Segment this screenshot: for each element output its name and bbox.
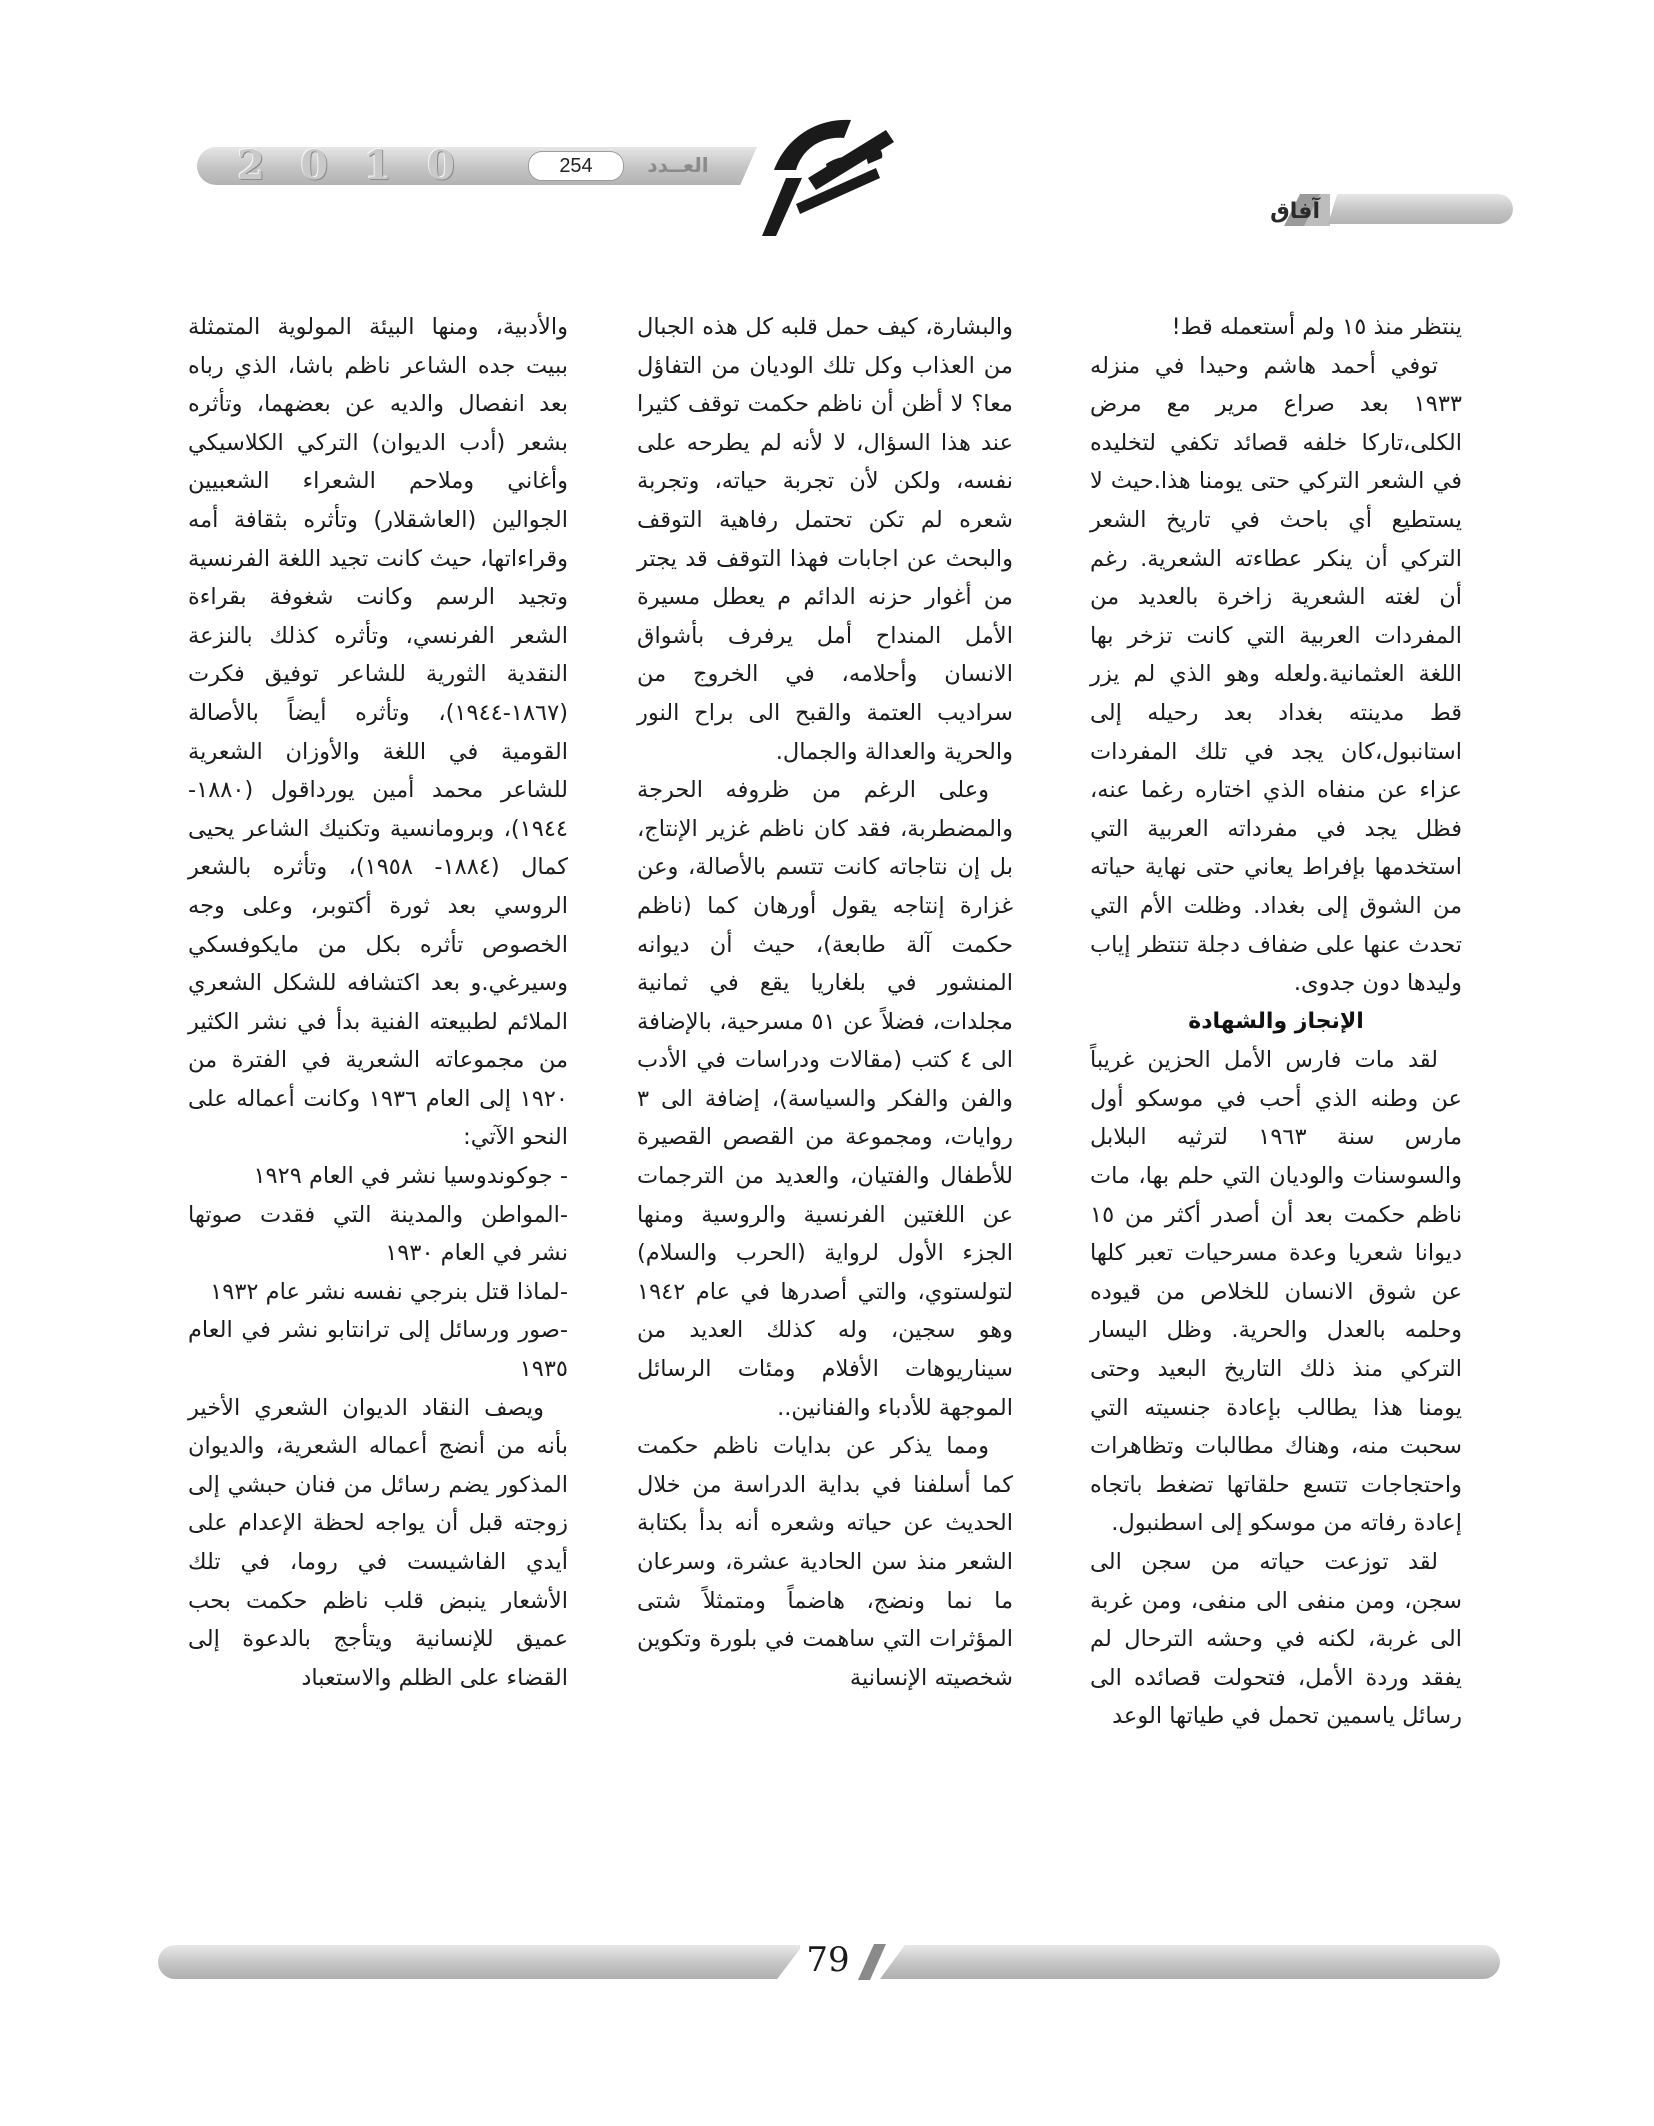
issue-label: العــدد xyxy=(647,153,709,177)
year-digit: 0 xyxy=(300,141,331,189)
paragraph: لقد توزعت حياته من سجن الى سجن، ومن منفى الى منفى، ومن غربة الى غربة، لكنه في وحشه الترحال لم يفقد وردة الأمل، فتحولت قصائده الى رسائل ياسمين تحمل في طياتها الوعد xyxy=(1090,1549,1462,1730)
text-column-middle xyxy=(637,308,1013,1697)
year-digit: 1 xyxy=(363,141,394,189)
footer-bar-right xyxy=(880,1945,1500,1979)
year-digit: 2 xyxy=(237,141,267,189)
paragraph: لقد مات فارس الأمل الحزين غريباً عن وطنه الذي أحب في موسكو أول مارس سنة ١٩٦٣ لترثيه البلابل والسوسنات والوديان التي حلم بها، مات ناظم حكمت بعد أن أصدر أكثر من ١٥ ديوانا شعريا وعدة مسرحيات تعبر كلها عن شوق الانسان للخلاص من قيوده وحلمه بالعدل والحرية. وظل اليسار التركي منذ ذلك التاريخ البعيد وحتى يومنا هذا يطالب بإعادة جنسيته التي سحبت منه، وهناك مطالبات وتظاهرات واحتجاجات تتسع حلقاتها تضغط باتجاه إعادة رفاته من موسكو إلى اسطنبول. xyxy=(1090,1047,1463,1537)
header-bar-right xyxy=(1328,194,1513,224)
text-column-left xyxy=(188,308,568,1697)
list-item: -لماذا قتل بنرجي نفسه نشر عام ١٩٣٢ xyxy=(210,1278,568,1305)
paragraph: ومما يذكر عن بدايات ناظم حكمت كما أسلفنا في بداية الدراسة من خلال الحديث عن حياته وشعره أنه بدأ بكتابة الشعر منذ سن الحادية عشرة، وسرعان ما نما ونضج، هاضماً ومتمثلاً شتى المؤثرات التي ساهمت في بلورة وتكوين شخصيته الإنسانية xyxy=(637,1433,1013,1691)
list-item: -المواطن والمدينة التي فقدت صوتها نشر في العام ١٩٣٠ xyxy=(188,1201,568,1267)
issue-number: 254 xyxy=(528,151,624,181)
list-item: -صور ورسائل إلى ترانتابو نشر في العام ١٩٣٥ xyxy=(188,1317,568,1383)
section-subheading: الإنجاز والشهادة xyxy=(1188,1008,1364,1034)
paragraph: ويصف النقاد الديوان الشعري الأخير بأنه من أنضج أعماله الشعرية، والديوان المذكور يضم رسائل من فنان حبشي إلى زوجته قبل أن يواجه لحظة الإعدام على أيدي الفاشيست في روما، في تلك الأشعار ينبض قلب ناظم حكمت بحب عميق للإنسانية ويتأجج بالدعوة إلى القضاء على الظلم والاستعباد xyxy=(188,1394,568,1691)
year-digit: 0 xyxy=(427,141,457,189)
magazine-logo xyxy=(756,108,906,244)
section-title: آفاق xyxy=(1270,199,1320,224)
footer-bar-left xyxy=(158,1945,803,1979)
text-column-right xyxy=(1090,308,1462,1736)
paragraph: توفي أحمد هاشم وحيدا في منزله ١٩٣٣ بعد صراع مرير مع مرض الكلى،تاركا خلفه قصائد تكفي لتخليده في الشعر التركي حتى يومنا هذا.حيث لا يستطيع أي باحث في تاريخ الشعر التركي أن ينكر عطاءته الشعرية. رغم أن لغته الشعرية زاخرة بالعديد من المفردات العربية التي كانت تزخر بها اللغة العثمانية.ولعله وهو الذي لم يزر قط مدينته بغداد بعد رحيله إلى استانبول،كان يجد في تلك المفردات عزاء عن منفاه الذي اختاره رغما عنه، فظل يجد في مفرداته العربية التي استخدمها بإفراط يعاني حتى نهاية حياته من الشوق إلى بغداد. وظلت الأم التي تحدث عنها على ضفاف دجلة تنتظر إياب وليدها دون جدوى. xyxy=(1090,352,1462,997)
header-year xyxy=(232,143,462,187)
paragraph: والبشارة، كيف حمل قلبه كل هذه الجبال من العذاب وكل تلك الوديان من التفاؤل معا؟ لا أظن أن ناظم حكمت توقف كثيرا عند هذا السؤال، لا لأنه لم يطرحه على نفسه، ولكن لأن تجربة حياته، وتجربة شعره لم تكن تحتمل رفاهية التوقف والبحث عن اجابات فهذا التوقف قد يجتر من أغوار حزنه الدائم م يعطل مسيرة الأمل المنداح أمل يرفرف بأشواق الانسان وأحلامه، في الخروج من سراديب العتمة والقبح الى براح النور والحرية والعدالة والجمال. xyxy=(637,314,1013,765)
page-number: 79 xyxy=(800,1938,856,1982)
paragraph: وعلى الرغم من ظروفه الحرجة والمضطربة، فقد كان ناظم غزير الإنتاج، بل إن نتاجاته كانت تتسم بالأصالة، وعن غزارة إنتاجه يقول أورهان كما (ناظم حكمت آلة طابعة)، حيث أن ديوانه المنشور في بلغاريا يقع في ثمانية مجلدات، فضلاً عن ٥١ مسرحية، بالإضافة الى ٤ كتب (مقالات ودراسات في الأدب والفن والفكر والسياسة)، إضافة الى ٣ روايات، ومجموعة من القصص القصيرة للأطفال والفتيان، والعديد من الترجمات عن اللغتين الفرنسية والروسية ومنها الجزء الأول لرواية (الحرب والسلام) لتولستوي، والتي أصدرها في عام ١٩٤٢ وهو سجين، وله كذلك العديد من سيناريوهات الأفلام ومئات الرسائل الموجهة للأدباء والفنانين.. xyxy=(637,777,1014,1421)
list-item: - جوكوندوسيا نشر في العام ١٩٢٩ xyxy=(253,1163,568,1190)
paragraph: والأدبية، ومنها البيئة المولوية المتمثلة ببيت جده الشاعر ناظم باشا، الذي رباه بعد انفصال والديه عن بعضهما، وتأثره بشعر (أدب الديوان) التركي الكلاسيكي وأغاني وملاحم الشعراء الشعبيين الجوالين (العاشقلار) وتأثره بثقافة أمه وقراءاتها، حيث كانت تجيد اللغة الفرنسية وتجيد الرسم وكانت شغوفة بقراءة الشعر الفرنسي، وتأثره كذلك بالنزعة النقدية الثورية للشاعر توفيق فكرت (١٨٦٧-١٩٤٤)، وتأثره أيضاً بالأصالة القومية في اللغة والأوزان الشعرية للشاعر محمد أمين يورداقول (١٨٨٠- ١٩٤٤)، وبرومانسية وتكنيك الشاعر يحيى كمال (١٨٨٤- ١٩٥٨)، وتأثره بالشعر الروسي بعد ثورة أكتوبر، وعلى وجه الخصوص تأثره بكل من مايكوفسكي وسيرغي.و بعد اكتشافه للشكل الشعري الملائم لطبيعته الفنية بدأ في نشر الكثير من مجموعاته الشعرية في الفترة من ١٩٢٠ إلى العام ١٩٣٦ وكانت أعماله على النحو الآتي: xyxy=(188,314,568,1151)
paragraph: ينتظر منذ ١٥ ولم أستعمله قط! xyxy=(1171,314,1462,340)
